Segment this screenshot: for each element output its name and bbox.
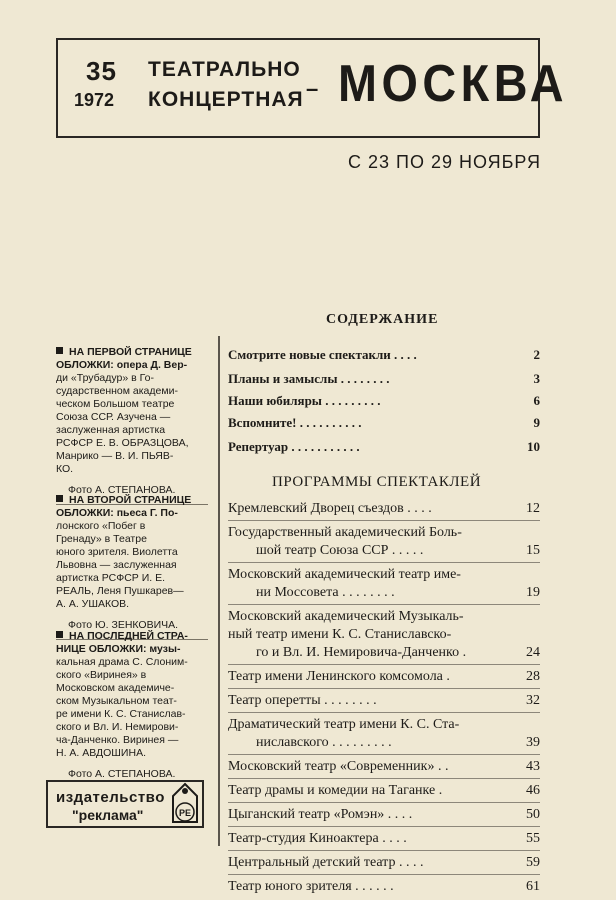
cover-note-line: НИЦЕ ОБЛОЖКИ: музы- <box>56 643 181 655</box>
program-item <box>228 806 540 824</box>
program-item-page: 61 <box>526 879 540 894</box>
cover-note-line: ОБЛОЖКИ: пьеса Г. По- <box>56 507 178 519</box>
contents-item <box>228 370 540 388</box>
contents-heading: СОДЕРЖАНИЕ <box>326 312 439 327</box>
program-item-line: Центральный детский театр . . . . <box>228 855 424 870</box>
title-city: МОСКВА <box>338 55 569 113</box>
cover-note-line: Гренаду» в Театре <box>56 533 147 545</box>
program-item <box>228 782 540 800</box>
programs-heading: ПРОГРАММЫ СПЕКТАКЛЕЙ <box>272 474 482 490</box>
program-item <box>228 692 540 710</box>
program-separator <box>228 778 540 779</box>
program-item-line: Московский академический театр име- <box>228 567 461 582</box>
publisher-brand: "реклама" <box>72 807 144 823</box>
program-item-line: Театр юного зрителя . . . . . . <box>228 879 394 894</box>
photo-credit: Фото А. СТЕПАНОВА. <box>68 484 176 496</box>
program-item-page: 43 <box>526 759 540 774</box>
cover-note-line: ре имени К. С. Станислав- <box>56 708 186 720</box>
contents-item <box>228 438 540 456</box>
program-item-line: шой театр Союза ССР . . . . . <box>256 543 424 558</box>
contents-item-page: 3 <box>533 371 540 386</box>
cover-note-line: Манрико — В. И. ПЬЯВ- <box>56 450 174 462</box>
publisher-name: издательство <box>56 789 165 806</box>
cover-note-line: Московском академиче- <box>56 682 175 694</box>
cover-note <box>56 630 208 760</box>
contents-item-page: 10 <box>527 439 540 454</box>
program-item-page: 39 <box>526 735 540 750</box>
photo-credit: Фото Ю. ЗЕНКОВИЧА. <box>68 619 179 631</box>
cover-note-line: НА ВТОРОЙ СТРАНИЦЕ <box>69 494 192 506</box>
bullet-square-icon <box>56 631 63 638</box>
program-separator <box>228 520 540 521</box>
cover-note-line: ди «Трубадур» в Го- <box>56 372 154 384</box>
contents-item <box>228 392 540 410</box>
title-line-1: ТЕАТРАЛЬНО <box>148 58 301 81</box>
contents-item-page: 9 <box>533 415 540 430</box>
bullet-square-icon <box>56 495 63 502</box>
program-item-page: 59 <box>526 855 540 870</box>
cover-note-line: ского «Виринея» в <box>56 669 147 681</box>
cover-note-line: лонского «Побег в <box>56 520 146 532</box>
program-item-line: ниславского . . . . . . . . . <box>256 735 392 750</box>
cover-note-line: ском Музыкальном теат- <box>56 695 177 707</box>
program-item-line: Театр оперетты . . . . . . . . <box>228 693 377 708</box>
program-item-page: 55 <box>526 831 540 846</box>
program-item <box>228 668 540 686</box>
program-separator <box>228 604 540 605</box>
cover-note-line: А. А. УШАКОВ. <box>56 598 130 610</box>
contents-item <box>228 414 540 432</box>
program-item-line: Кремлевский Дворец съездов . . . . <box>228 501 432 516</box>
program-item <box>228 500 540 518</box>
program-separator <box>228 850 540 851</box>
cover-note-line: НА ПОСЛЕДНЕЙ СТРА- <box>69 630 188 642</box>
program-item-page: 28 <box>526 669 540 684</box>
cover-note-line: Львовна — заслуженная <box>56 559 177 571</box>
cover-note-line: КО. <box>56 463 74 475</box>
program-separator <box>228 712 540 713</box>
cover-note-line: заслуженная артистка <box>56 424 166 436</box>
program-item-line: Московский театр «Современник» . . <box>228 759 449 774</box>
contents-item-title: Наши юбиляры . . . . . . . . . <box>228 393 381 408</box>
program-item-line: Государственный академический Боль- <box>228 525 462 540</box>
program-separator <box>228 874 540 875</box>
program-item <box>228 566 540 602</box>
program-item <box>228 716 540 752</box>
cover-note-line: сударственном академи- <box>56 385 178 397</box>
contents-item-page: 2 <box>533 347 540 362</box>
contents-item <box>228 346 540 364</box>
program-item <box>228 758 540 776</box>
column-divider <box>218 336 220 846</box>
title-dash: – <box>306 76 319 101</box>
title-line-2: КОНЦЕРТНАЯ <box>148 88 304 111</box>
program-item-line: Театр-студия Киноактера . . . . <box>228 831 407 846</box>
contents-item-title: Планы и замыслы . . . . . . . . <box>228 371 390 386</box>
program-separator <box>228 754 540 755</box>
program-item <box>228 524 540 560</box>
program-item-page: 19 <box>526 585 540 600</box>
program-item-line: Цыганский театр «Ромэн» . . . . <box>228 807 413 822</box>
program-item-page: 50 <box>526 807 540 822</box>
cover-note-line: ского и Вл. И. Немирови- <box>56 721 179 733</box>
program-item-line: Театр драмы и комедии на Таганке . <box>228 783 443 798</box>
program-item <box>228 608 540 662</box>
publisher-emblem-text: РЕ <box>178 808 192 818</box>
program-separator <box>228 562 540 563</box>
publisher-emblem-icon <box>170 782 200 826</box>
program-item-line: Драматический театр имени К. С. Ста- <box>228 717 460 732</box>
cover-note-line: ОБЛОЖКИ: опера Д. Вер- <box>56 359 188 371</box>
cover-note-line: ча-Данченко. Виринея — <box>56 734 179 746</box>
contents-item-title: Вспомните! . . . . . . . . . . <box>228 415 362 430</box>
cover-note <box>56 494 208 611</box>
issue-year: 1972 <box>74 90 115 110</box>
photo-credit: Фото А. СТЕПАНОВА. <box>68 768 176 780</box>
contents-item-title: Репертуар . . . . . . . . . . . <box>228 439 360 454</box>
cover-note-line: Н. А. АВДОШИНА. <box>56 747 146 759</box>
cover-note-line: НА ПЕРВОЙ СТРАНИЦЕ <box>69 346 192 358</box>
program-item <box>228 854 540 872</box>
program-item-line: Театр имени Ленинского комсомола . <box>228 669 450 684</box>
program-item <box>228 830 540 848</box>
cover-note-line: Союза ССР. Азучена — <box>56 411 171 423</box>
program-item-line: го и Вл. И. Немировича-Данченко . <box>256 645 467 660</box>
issue-number: 35 <box>86 56 117 86</box>
program-item-line: Московский академический Музыкаль- <box>228 609 464 624</box>
program-item-page: 32 <box>526 693 540 708</box>
program-separator <box>228 664 540 665</box>
cover-note-line: РСФСР Е. В. ОБРАЗЦОВА, <box>56 437 189 449</box>
cover-note-line: РЕАЛЬ, Леня Пушкарев— <box>56 585 184 597</box>
cover-note-line: артистка РСФСР И. Е. <box>56 572 166 584</box>
cover-note-line: ческом Большом театре <box>56 398 175 410</box>
program-separator <box>228 802 540 803</box>
program-item <box>228 878 540 896</box>
program-item-page: 15 <box>526 543 540 558</box>
contents-item-page: 6 <box>533 393 540 408</box>
contents-item-title: Смотрите новые спектакли . . . . <box>228 347 417 362</box>
program-separator <box>228 688 540 689</box>
cover-note-line: юного зрителя. Виолетта <box>56 546 178 558</box>
program-item-page: 24 <box>526 645 540 660</box>
program-item-page: 46 <box>526 783 540 798</box>
issue-dates: С 23 ПО 29 НОЯБРЯ <box>348 152 542 172</box>
program-item-line: ни Моссовета . . . . . . . . <box>256 585 395 600</box>
program-item-line: ный театр имени К. С. Станиславско- <box>228 627 452 642</box>
program-item-page: 12 <box>526 501 540 516</box>
cover-note <box>56 346 208 476</box>
cover-note-line: кальная драма С. Слоним- <box>56 656 188 668</box>
bullet-square-icon <box>56 347 63 354</box>
program-separator <box>228 826 540 827</box>
